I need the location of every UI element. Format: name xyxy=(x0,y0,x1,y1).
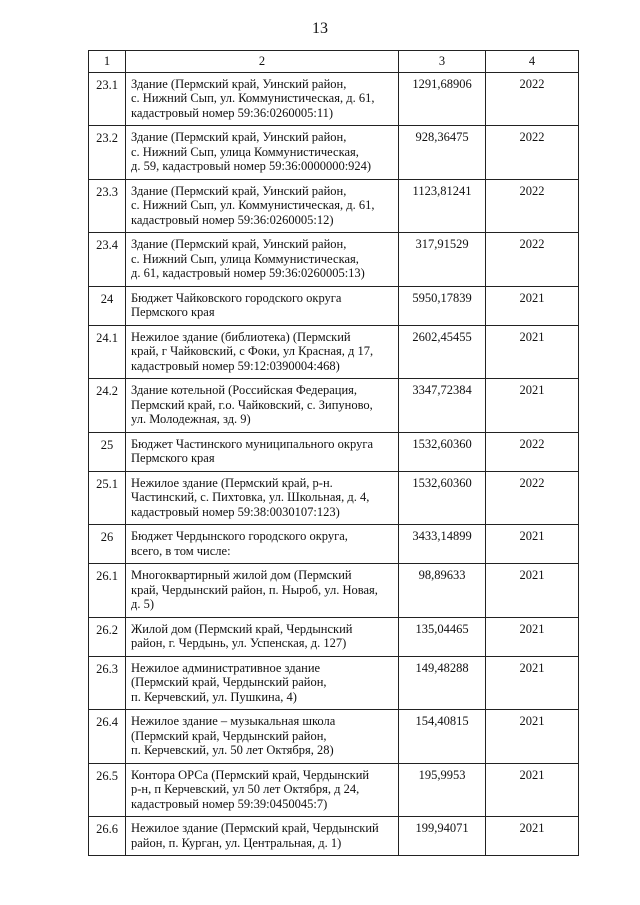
row-year: 2021 xyxy=(486,617,579,656)
table-row xyxy=(89,233,579,287)
row-year: 2022 xyxy=(486,432,579,471)
table-row xyxy=(89,617,579,656)
row-year: 2022 xyxy=(486,126,579,180)
row-number: 25.1 xyxy=(89,471,126,525)
row-description: Многоквартирный жилой дом (Пермский край, Чердынский район, п. Ныроб, ул. Новая, д. 5) xyxy=(126,564,399,618)
table-row xyxy=(89,72,579,126)
row-number: 24.2 xyxy=(89,379,126,433)
table-row xyxy=(89,325,579,379)
table-row xyxy=(89,817,579,856)
row-number: 23.4 xyxy=(89,233,126,287)
row-amount: 2602,45455 xyxy=(399,325,486,379)
row-number: 26.4 xyxy=(89,710,126,764)
row-number: 23.2 xyxy=(89,126,126,180)
row-year: 2021 xyxy=(486,325,579,379)
row-year: 2021 xyxy=(486,710,579,764)
table-row xyxy=(89,126,579,180)
row-year: 2021 xyxy=(486,379,579,433)
row-amount: 199,94071 xyxy=(399,817,486,856)
row-amount: 1123,81241 xyxy=(399,179,486,233)
table-header-row xyxy=(89,51,579,73)
row-year: 2022 xyxy=(486,471,579,525)
row-description: Здание (Пермский край, Уинский район, с. Нижний Сып, ул. Коммунистическая, д. 61, кадастровый номер 59:36:0260005:11) xyxy=(126,72,399,126)
row-description: Здание (Пермский край, Уинский район, с. Нижний Сып, ул. Коммунистическая, д. 61, кадастровый номер 59:36:0260005:12) xyxy=(126,179,399,233)
row-year: 2022 xyxy=(486,72,579,126)
row-number: 24.1 xyxy=(89,325,126,379)
row-description: Нежилое здание (Пермский край, Чердынский район, п. Курган, ул. Центральная, д. 1) xyxy=(126,817,399,856)
row-amount: 1532,60360 xyxy=(399,471,486,525)
row-description: Бюджет Частинского муниципального округа Пермского края xyxy=(126,432,399,471)
row-amount: 195,9953 xyxy=(399,763,486,817)
header-col-4: 4 xyxy=(486,51,579,73)
row-description: Нежилое здание (библиотека) (Пермский край, г Чайковский, с Фоки, ул Красная, д 17, кадастровый номер 59:12:0390004:468) xyxy=(126,325,399,379)
table-row xyxy=(89,432,579,471)
header-col-2: 2 xyxy=(126,51,399,73)
table-row xyxy=(89,564,579,618)
table-row xyxy=(89,525,579,564)
row-amount: 1291,68906 xyxy=(399,72,486,126)
row-description: Бюджет Чердынского городского округа, всего, в том числе: xyxy=(126,525,399,564)
header-col-1: 1 xyxy=(89,51,126,73)
table-row xyxy=(89,379,579,433)
page-number: 13 xyxy=(312,20,328,37)
row-year: 2022 xyxy=(486,179,579,233)
row-amount: 928,36475 xyxy=(399,126,486,180)
budget-table xyxy=(88,50,579,856)
row-amount: 135,04465 xyxy=(399,617,486,656)
row-description: Нежилое административное здание (Пермский край, Чердынский район, п. Керчевский, ул. Пушкина, 4) xyxy=(126,656,399,710)
row-amount: 149,48288 xyxy=(399,656,486,710)
row-year: 2021 xyxy=(486,525,579,564)
row-number: 25 xyxy=(89,432,126,471)
row-number: 26.5 xyxy=(89,763,126,817)
row-amount: 5950,17839 xyxy=(399,286,486,325)
table-row xyxy=(89,179,579,233)
row-description: Нежилое здание (Пермский край, р-н. Частинский, с. Пихтовка, ул. Школьная, д. 4, кадастровый номер 59:38:0030107:123) xyxy=(126,471,399,525)
row-amount: 3347,72384 xyxy=(399,379,486,433)
row-amount: 3433,14899 xyxy=(399,525,486,564)
row-year: 2021 xyxy=(486,286,579,325)
row-number: 26.1 xyxy=(89,564,126,618)
header-col-3: 3 xyxy=(399,51,486,73)
row-number: 24 xyxy=(89,286,126,325)
row-amount: 317,91529 xyxy=(399,233,486,287)
table-row xyxy=(89,471,579,525)
table-row xyxy=(89,656,579,710)
row-description: Здание (Пермский край, Уинский район, с. Нижний Сып, улица Коммунистическая, д. 59, кадастровый номер 59:36:0000000:924) xyxy=(126,126,399,180)
row-year: 2021 xyxy=(486,817,579,856)
row-number: 26 xyxy=(89,525,126,564)
row-description: Бюджет Чайковского городского округа Пермского края xyxy=(126,286,399,325)
row-description: Здание котельной (Российская Федерация, Пермский край, г.о. Чайковский, с. Зипуново, ул. Молодежная, зд. 9) xyxy=(126,379,399,433)
row-amount: 1532,60360 xyxy=(399,432,486,471)
row-year: 2021 xyxy=(486,564,579,618)
row-amount: 98,89633 xyxy=(399,564,486,618)
row-number: 26.2 xyxy=(89,617,126,656)
row-number: 23.1 xyxy=(89,72,126,126)
row-number: 26.3 xyxy=(89,656,126,710)
row-year: 2021 xyxy=(486,763,579,817)
row-description: Здание (Пермский край, Уинский район, с. Нижний Сып, улица Коммунистическая, д. 61, кадастровый номер 59:36:0260005:13) xyxy=(126,233,399,287)
row-year: 2021 xyxy=(486,656,579,710)
row-year: 2022 xyxy=(486,233,579,287)
table-row xyxy=(89,286,579,325)
row-amount: 154,40815 xyxy=(399,710,486,764)
table-row xyxy=(89,710,579,764)
row-number: 23.3 xyxy=(89,179,126,233)
table-row xyxy=(89,763,579,817)
row-description: Контора ОРСа (Пермский край, Чердынский р-н, п Керчевский, ул 50 лет Октября, д 24, кадастровый номер 59:39:0450045:7) xyxy=(126,763,399,817)
row-number: 26.6 xyxy=(89,817,126,856)
row-description: Жилой дом (Пермский край, Чердынский район, г. Чердынь, ул. Успенская, д. 127) xyxy=(126,617,399,656)
row-description: Нежилое здание – музыкальная школа (Пермский край, Чердынский район, п. Керчевский, ул. 50 лет Октября, 28) xyxy=(126,710,399,764)
